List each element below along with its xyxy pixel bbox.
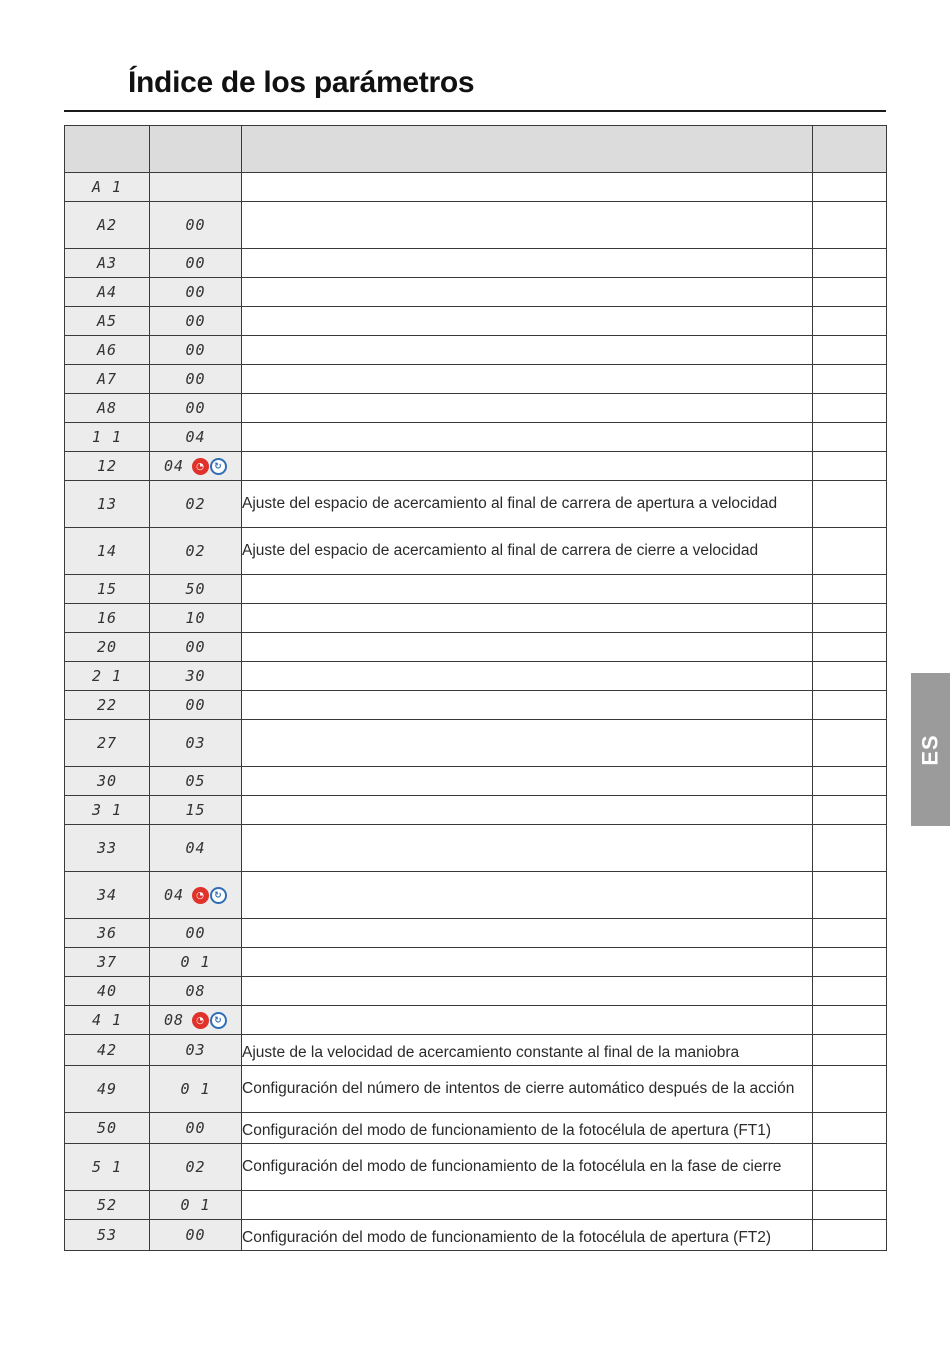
page-reference-cell (813, 365, 887, 394)
default-value-cell (150, 1066, 242, 1113)
table-row (65, 796, 887, 825)
default-value: 04 (185, 839, 206, 857)
page-reference-cell (813, 278, 887, 307)
parameter-code: 50 (65, 1113, 150, 1144)
default-value: 00 (185, 924, 206, 942)
default-value-cell (150, 1144, 242, 1191)
parameter-code: 13 (65, 481, 150, 528)
parameter-code: 14 (65, 528, 150, 575)
header-cell-page (813, 126, 887, 173)
parameter-description (242, 575, 813, 604)
default-value: 30 (185, 667, 206, 685)
table-row (65, 1220, 887, 1251)
table-row (65, 691, 887, 720)
mode-badges (192, 458, 227, 475)
default-value: 0 1 (180, 953, 211, 971)
default-value-cell (150, 173, 242, 202)
default-value: 03 (185, 1041, 206, 1059)
default-value-cell (150, 278, 242, 307)
page-reference-cell (813, 202, 887, 249)
page-reference-cell (813, 394, 887, 423)
table-row (65, 278, 887, 307)
table-row (65, 481, 887, 528)
parameter-description (242, 872, 813, 919)
table-row (65, 202, 887, 249)
default-value-cell (150, 633, 242, 662)
speed-gauge-icon: ◔ (192, 887, 209, 904)
default-value: 08 (185, 982, 206, 1000)
parameter-description (242, 633, 813, 662)
parameter-code: 3 1 (65, 796, 150, 825)
speed-gauge-icon: ◔ (192, 458, 209, 475)
default-value-cell (150, 977, 242, 1006)
page-reference-cell (813, 825, 887, 872)
parameter-description (242, 394, 813, 423)
header-cell-default (150, 126, 242, 173)
default-value: 0 1 (180, 1080, 211, 1098)
default-value-cell (150, 662, 242, 691)
page-reference-cell (813, 1220, 887, 1251)
page-reference-cell (813, 919, 887, 948)
parameter-code: A2 (65, 202, 150, 249)
default-value-cell (150, 365, 242, 394)
page-reference-cell (813, 173, 887, 202)
parameter-code: 2 1 (65, 662, 150, 691)
parameter-description: Ajuste del espacio de acercamiento al final de carrera de apertura a velocidad (242, 481, 813, 528)
parameter-code: 16 (65, 604, 150, 633)
parameter-description (242, 452, 813, 481)
default-value-cell (150, 1035, 242, 1066)
page-reference-cell (813, 528, 887, 575)
parameter-code: 37 (65, 948, 150, 977)
page-reference-cell (813, 1191, 887, 1220)
parameter-code: 52 (65, 1191, 150, 1220)
table-row (65, 662, 887, 691)
default-value-cell (150, 249, 242, 278)
language-tab-label: ES (917, 733, 943, 766)
parameter-code: 34 (65, 872, 150, 919)
table-row (65, 919, 887, 948)
parameter-code: 42 (65, 1035, 150, 1066)
parameter-description (242, 1191, 813, 1220)
page-reference-cell (813, 575, 887, 604)
table-row (65, 452, 887, 481)
table-row (65, 767, 887, 796)
parameter-description (242, 173, 813, 202)
default-value-cell (150, 796, 242, 825)
default-value-cell (150, 1191, 242, 1220)
parameter-description (242, 202, 813, 249)
page-reference-cell (813, 948, 887, 977)
table-body (65, 173, 887, 1251)
parameter-code: 22 (65, 691, 150, 720)
default-value: 02 (185, 495, 206, 513)
default-value-cell (150, 1113, 242, 1144)
page-reference-cell (813, 662, 887, 691)
default-value-cell (150, 691, 242, 720)
parameter-description: Configuración del número de intentos de cierre automático después de la acción (242, 1066, 813, 1113)
parameters-table (64, 125, 887, 1251)
default-value-cell (150, 720, 242, 767)
parameter-code: 1 1 (65, 423, 150, 452)
parameter-description (242, 423, 813, 452)
parameter-code: A5 (65, 307, 150, 336)
page-reference-cell (813, 1144, 887, 1191)
parameter-description (242, 278, 813, 307)
table-row (65, 307, 887, 336)
page-reference-cell (813, 1066, 887, 1113)
default-value-cell (150, 307, 242, 336)
default-value: 04 (163, 886, 185, 904)
parameter-code: 40 (65, 977, 150, 1006)
table-header-row (65, 126, 887, 173)
parameter-description (242, 825, 813, 872)
parameter-code: 5 1 (65, 1144, 150, 1191)
parameter-description: Configuración del modo de funcionamiento de la fotocélula de apertura (FT1) (242, 1113, 813, 1144)
default-value: 00 (185, 370, 206, 388)
parameter-code: 53 (65, 1220, 150, 1251)
parameter-code: A8 (65, 394, 150, 423)
default-value-cell (150, 423, 242, 452)
table-row (65, 720, 887, 767)
table-row (65, 1191, 887, 1220)
parameter-code: 20 (65, 633, 150, 662)
default-value-cell (150, 604, 242, 633)
default-value: 10 (185, 609, 206, 627)
default-value: 02 (185, 542, 206, 560)
default-value: 15 (185, 801, 206, 819)
default-value: 00 (185, 696, 206, 714)
page-reference-cell (813, 1035, 887, 1066)
page-reference-cell (813, 423, 887, 452)
table-row (65, 872, 887, 919)
page-title: Índice de los parámetros (128, 66, 475, 99)
header-cell-parameter (65, 126, 150, 173)
parameter-code: 27 (65, 720, 150, 767)
page-reference-cell (813, 336, 887, 365)
page-reference-cell (813, 1006, 887, 1035)
table-row (65, 365, 887, 394)
parameter-code: A4 (65, 278, 150, 307)
page-reference-cell (813, 1113, 887, 1144)
default-value: 0 1 (180, 1196, 211, 1214)
default-value-cell (150, 528, 242, 575)
default-value-cell (150, 336, 242, 365)
default-value: 03 (185, 734, 206, 752)
default-value: 50 (185, 580, 206, 598)
cycle-icon: ↻ (210, 458, 227, 475)
default-value: 00 (185, 312, 206, 330)
default-value: 08 (163, 1011, 185, 1029)
table-row (65, 336, 887, 365)
table-row (65, 394, 887, 423)
parameter-code: 36 (65, 919, 150, 948)
table-row (65, 1113, 887, 1144)
default-value-cell (150, 825, 242, 872)
page-reference-cell (813, 872, 887, 919)
parameter-description: Ajuste de la velocidad de acercamiento constante al final de la maniobra (242, 1035, 813, 1066)
parameter-description (242, 1006, 813, 1035)
page-reference-cell (813, 604, 887, 633)
default-value: 00 (185, 216, 206, 234)
table-row (65, 825, 887, 872)
parameter-description (242, 307, 813, 336)
page-reference-cell (813, 307, 887, 336)
table-row (65, 575, 887, 604)
cycle-icon: ↻ (210, 1012, 227, 1029)
default-value-cell (150, 1220, 242, 1251)
table-row (65, 633, 887, 662)
default-value-cell (150, 481, 242, 528)
parameter-description (242, 720, 813, 767)
table-row (65, 1066, 887, 1113)
page-reference-cell (813, 796, 887, 825)
parameter-code: A3 (65, 249, 150, 278)
parameter-code: 15 (65, 575, 150, 604)
speed-gauge-icon: ◔ (192, 1012, 209, 1029)
table-row (65, 423, 887, 452)
parameter-description (242, 948, 813, 977)
default-value: 00 (185, 341, 206, 359)
parameter-description (242, 365, 813, 394)
default-value: 02 (185, 1158, 206, 1176)
parameter-description (242, 249, 813, 278)
page-reference-cell (813, 977, 887, 1006)
table-row (65, 948, 887, 977)
default-value-cell (150, 394, 242, 423)
parameter-description (242, 336, 813, 365)
page-reference-cell (813, 767, 887, 796)
table-row (65, 1144, 887, 1191)
page-reference-cell (813, 633, 887, 662)
table-row (65, 1035, 887, 1066)
mode-badges (192, 887, 227, 904)
parameter-description (242, 977, 813, 1006)
default-value: 04 (185, 428, 206, 446)
parameter-description (242, 662, 813, 691)
parameter-description (242, 767, 813, 796)
table-row (65, 173, 887, 202)
parameter-code: A 1 (65, 173, 150, 202)
default-value: 05 (185, 772, 206, 790)
default-value-cell (150, 948, 242, 977)
header-cell-description (242, 126, 813, 173)
table-row (65, 528, 887, 575)
default-value: 00 (185, 283, 206, 301)
page-reference-cell (813, 452, 887, 481)
page-reference-cell (813, 249, 887, 278)
default-value-cell (150, 1006, 242, 1035)
parameter-code: A7 (65, 365, 150, 394)
parameter-description (242, 691, 813, 720)
parameter-description: Configuración del modo de funcionamiento de la fotocélula en la fase de cierre (242, 1144, 813, 1191)
parameter-code: 49 (65, 1066, 150, 1113)
parameter-description: Configuración del modo de funcionamiento de la fotocélula de apertura (FT2) (242, 1220, 813, 1251)
default-value: 00 (185, 1119, 206, 1137)
default-value-cell (150, 575, 242, 604)
title-rule (64, 110, 886, 112)
parameter-code: 33 (65, 825, 150, 872)
default-value: 00 (185, 254, 206, 272)
parameter-description (242, 919, 813, 948)
parameter-code: 30 (65, 767, 150, 796)
page-reference-cell (813, 691, 887, 720)
table-row (65, 249, 887, 278)
parameter-description (242, 604, 813, 633)
default-value-cell (150, 767, 242, 796)
page-reference-cell (813, 481, 887, 528)
default-value: 00 (185, 638, 206, 656)
parameter-description (242, 796, 813, 825)
default-value-cell (150, 452, 242, 481)
mode-badges (192, 1012, 227, 1029)
parameter-description: Ajuste del espacio de acercamiento al final de carrera de cierre a velocidad (242, 528, 813, 575)
default-value-cell (150, 919, 242, 948)
parameter-code: 4 1 (65, 1006, 150, 1035)
default-value: 00 (185, 1226, 206, 1244)
default-value: 00 (185, 399, 206, 417)
table-row (65, 1006, 887, 1035)
parameter-code: 12 (65, 452, 150, 481)
default-value: 04 (163, 457, 185, 475)
page-reference-cell (813, 720, 887, 767)
parameter-code: A6 (65, 336, 150, 365)
cycle-icon: ↻ (210, 887, 227, 904)
table-row (65, 977, 887, 1006)
default-value-cell (150, 202, 242, 249)
table-row (65, 604, 887, 633)
language-tab (911, 673, 950, 826)
default-value-cell (150, 872, 242, 919)
